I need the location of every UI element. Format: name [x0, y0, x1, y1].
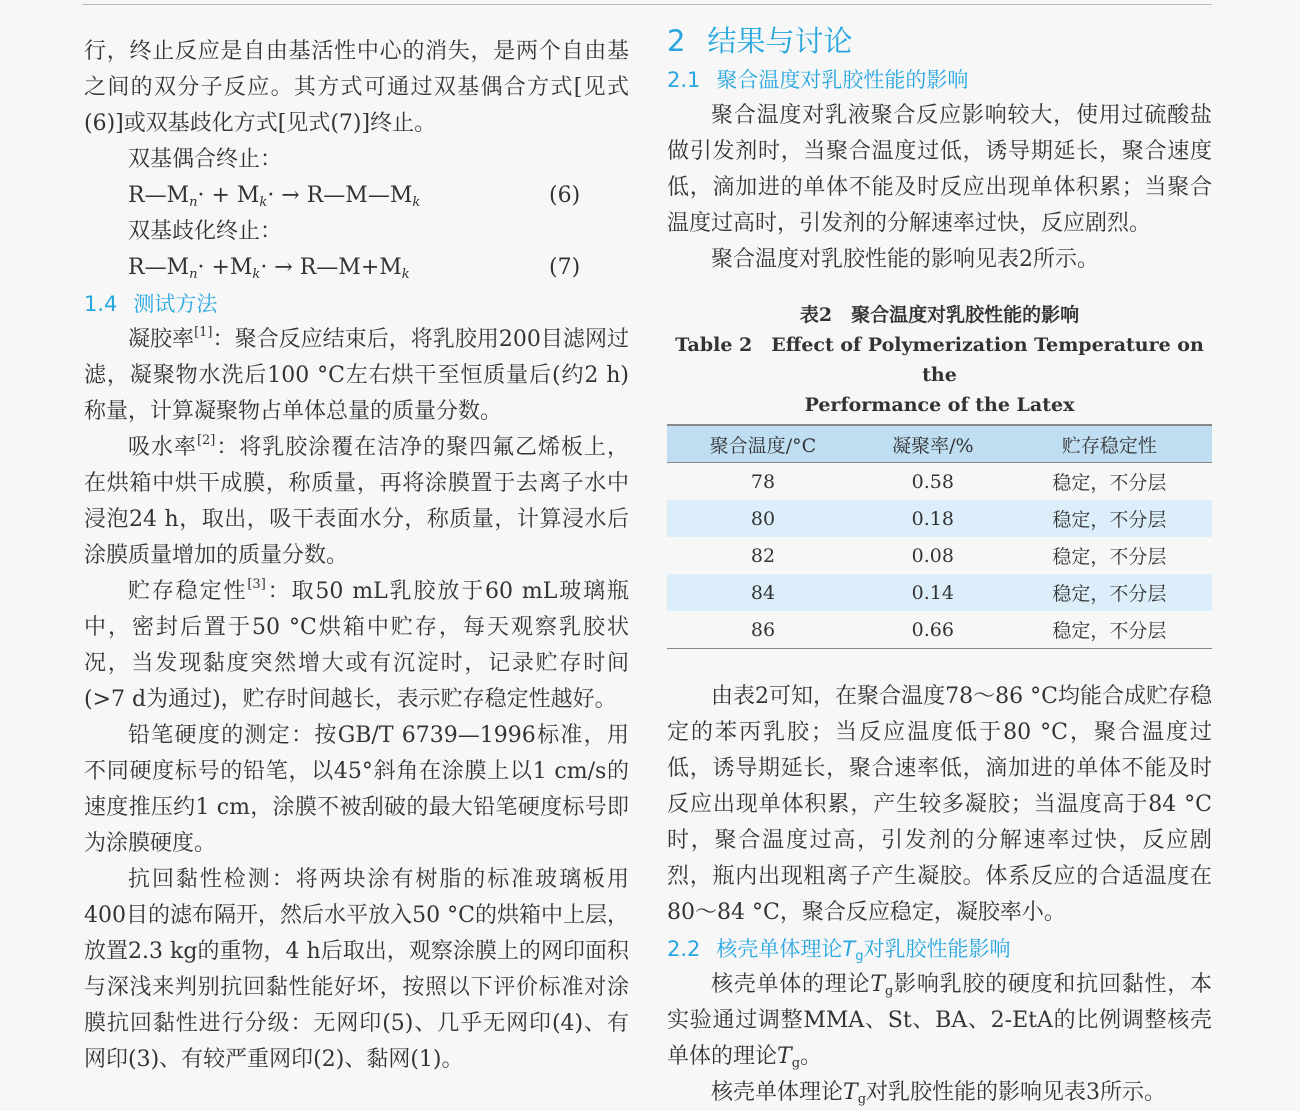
coupling-label: 双基偶合终止：: [128, 147, 283, 172]
table2-reference-paragraph: 聚合温度对乳胶性能的影响见表2所示。: [711, 247, 1099, 272]
section-2-2-heading: 2.2 核壳单体理论$T_g$对乳胶性能影响: [667, 937, 1011, 964]
table-cell: 84: [667, 574, 859, 611]
table-cell: 稳定，不分层: [1052, 472, 1167, 494]
table-row: [667, 537, 1212, 574]
table2-caption-en-2: Performance of the Latex: [804, 394, 1075, 416]
gel-rate-paragraph: 凝胶率[1]：聚合反应结束后，将乳胶用200目滤网过滤，凝聚物水洗后100 °C左右烘干至恒质量后(约2 h)称量，计算凝聚物占单体总量的质量分数。: [84, 325, 629, 424]
table-cell: 稳定，不分层: [1007, 574, 1212, 611]
tg-paragraph: 核壳单体的理论$T_g$影响乳胶的硬度和抗回黏性，本实验通过调整MMA、St、BA、2-EtA的比例调整核壳单体的理论$T_g$。: [667, 972, 1212, 1071]
section-2-1-heading: 2.1 聚合温度对乳胶性能的影响: [667, 68, 969, 92]
storage-stability-paragraph: 贮存稳定性[3]：取50 mL乳胶放于60 mL玻璃瓶中，密封后置于50 °C烘箱中贮存，每天观察乳胶状况，当发现黏度突然增大或有沉淀时，记录贮存时间(>7 d为通过)，贮存时间越长，表示贮存稳定性越好。: [84, 577, 629, 712]
table-cell: 稳定，不分层: [1007, 500, 1212, 537]
left-column: [84, 34, 629, 1078]
table3-reference-paragraph: 核壳单体理论$T_g$对乳胶性能的影响见表3所示。: [711, 1080, 1167, 1107]
table-header-temperature: 聚合温度/°C: [667, 425, 859, 463]
intro-paragraph: 行，终止反应是自由基活性中心的消失，是两个自由基之间的双分子反应。其方式可通过双基偶合方式[见式(6)]或双基歧化方式[见式(7)]终止。: [84, 39, 629, 136]
table2-caption-en-1: Table 2 Effect of Polymerization Temperature on the: [675, 334, 1204, 386]
table-cell: 0.66: [859, 611, 1007, 649]
section-1-4-heading: 1.4 测试方法: [84, 292, 218, 316]
table-cell: 82: [750, 544, 776, 567]
equation-6-formula: $R—M_n\cdot + M_k\cdot$ → $R—M—M_k$: [128, 183, 421, 210]
result-paragraph: 由表2可知，在聚合温度78～86 °C均能合成贮存稳定的苯丙乳胶；当反应温度低于80 °C，聚合温度过低，诱导期延长，聚合速率低，滴加进的单体不能及时反应出现单体积累，产生较多凝胶；当温度高于84 °C时，聚合温度过高，引发剂的分解速率过快，反应剧烈，瓶内出现粗离子产生凝胶。体系反应的合适温度在80～84 °C，聚合反应稳定，凝胶率小。: [667, 684, 1212, 925]
disproportionation-label: 双基歧化终止：: [128, 219, 283, 244]
equation-6-number: (6): [549, 183, 581, 208]
equation-7-formula: $R—M_n\cdot +M_k\cdot$ → $R—M+M_k$: [128, 255, 410, 282]
pencil-hardness-paragraph: 铅笔硬度的测定：按GB/T 6739—1996标准，用不同硬度标号的铅笔，以45°斜角在涂膜上以1 cm/s的速度推压约1 cm，涂膜不被刮破的最大铅笔硬度标号即为涂膜硬度。: [84, 723, 629, 856]
table-cell: 0.08: [911, 544, 954, 567]
table-header-storage: 贮存稳定性: [1007, 425, 1212, 463]
right-column: [667, 26, 1212, 1111]
table-cell: 稳定，不分层: [1052, 546, 1167, 568]
table-cell: 稳定，不分层: [1007, 611, 1212, 649]
table-row: [667, 574, 1212, 611]
table-cell: 86: [667, 611, 859, 649]
water-absorption-paragraph: 吸水率[2]：将乳胶涂覆在洁净的聚四氟乙烯板上，在烘箱中烘干成膜，称质量，再将涂膜置于去离子水中浸泡24 h，取出，吸干表面水分，称质量，计算浸水后涂膜质量增加的质量分数。: [84, 433, 629, 568]
equation-7: [84, 250, 629, 286]
table-cell: 0.58: [911, 470, 954, 493]
table-cell: 0.18: [859, 500, 1007, 537]
table-cell: 0.14: [859, 574, 1007, 611]
header-rule: [82, 4, 1212, 5]
table-row: [667, 500, 1212, 537]
table-header-row: [667, 425, 1212, 463]
table-cell: 78: [750, 470, 776, 493]
table-row: [667, 611, 1212, 649]
table2: [667, 424, 1212, 649]
table-row: [667, 463, 1212, 501]
block-resistance-paragraph: 抗回黏性检测：将两块涂有树脂的标准玻璃板用400目的滤布隔开，然后水平放入50 °C的烘箱中上层，放置2.3 kg的重物，4 h后取出，观察涂膜上的网印面积与深浅来判别抗回黏性能好坏，按照以下评价标准对涂膜抗回黏性进行分级：无网印(5)、几乎无网印(4)、有网印(3)、有较严重网印(2)、黏网(1)。: [84, 867, 629, 1072]
temperature-paragraph: 聚合温度对乳液聚合反应影响较大，使用过硫酸盐做引发剂时，当聚合温度过低，诱导期延长，聚合速度低，滴加进的单体不能及时反应出现单体积累；当聚合温度过高时，引发剂的分解速率过快，反应剧烈。: [667, 103, 1212, 236]
equation-7-number: (7): [549, 255, 581, 280]
section-2-heading: 2 结果与讨论: [667, 24, 853, 58]
equation-6: [84, 178, 629, 214]
table-cell: 80: [667, 500, 859, 537]
table2-caption-cn: 表2 聚合温度对乳胶性能的影响: [799, 304, 1080, 326]
table-header-coagulation: 凝聚率/%: [859, 425, 1007, 463]
